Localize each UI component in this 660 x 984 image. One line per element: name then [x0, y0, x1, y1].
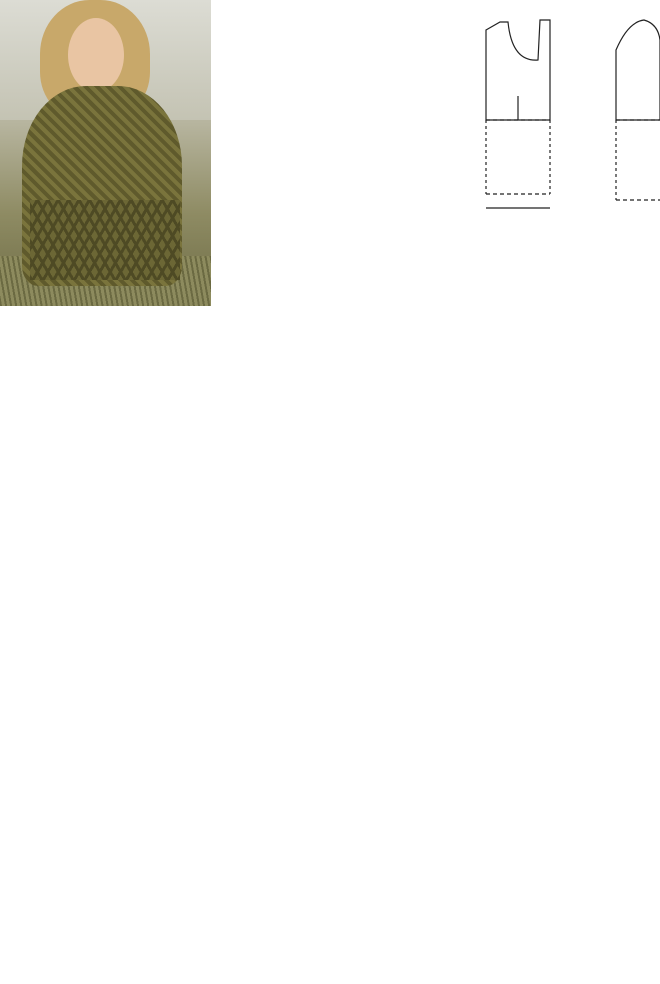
sleeve-outline	[616, 20, 660, 120]
model-photo	[0, 0, 211, 306]
crochet-chart	[232, 292, 660, 979]
garment-schematic	[448, 0, 660, 222]
crochet-chart-svg	[232, 292, 660, 979]
pattern-diagrams	[448, 0, 660, 222]
